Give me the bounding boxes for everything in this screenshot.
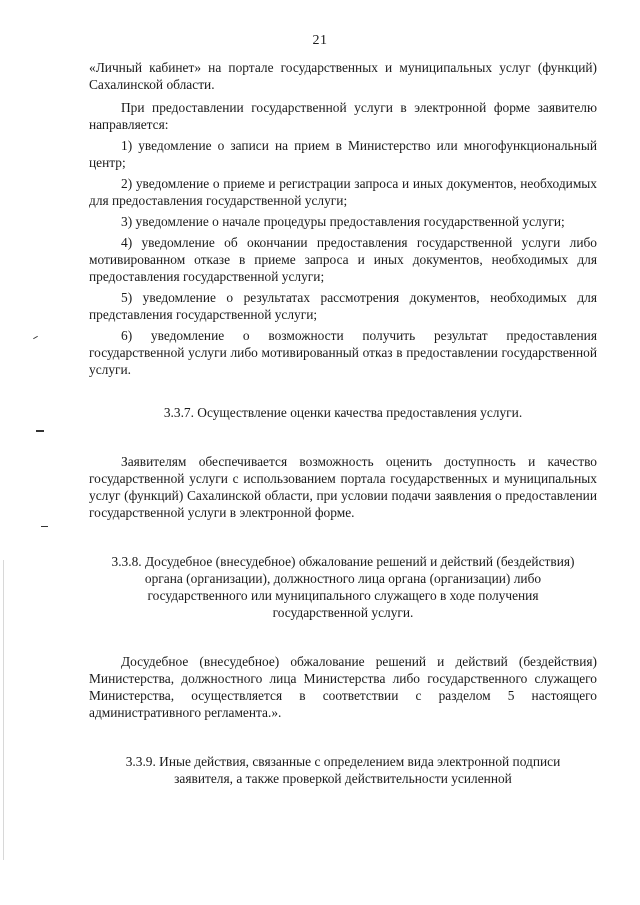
list-item-6: 6) уведомление о возможности получить результат предоставления государственной услуги либо мотивированный отказ в предоставлении государственной услуги. — [89, 328, 597, 377]
paragraph-pretrial-appeal: Досудебное (внесудебное) обжалование решений и действий (бездействия) Министерства, должностного лица Министерства либо государственного служащего Министерства, осуществляется в соответствии с разделом 5 настоящего административного регламента.». — [89, 654, 597, 720]
list-item-2: 2) уведомление о приеме и регистрации запроса и иных документов, необходимых для предоставления государственной услуги; — [89, 176, 597, 208]
list-item-5: 5) уведомление о результатах рассмотрения документов, необходимых для представления государственной услуги; — [89, 290, 597, 322]
paragraph-quality-assessment: Заявителям обеспечивается возможность оценить доступность и качество государственной услуги с использованием портала государственных и муниципальных услуг (функций) Сахалинской области, при условии подачи заявления о предоставлении государственной услуги в электронной форме. — [89, 454, 597, 520]
margin-mark — [41, 526, 48, 527]
scan-edge-line — [3, 560, 4, 860]
list-item-3: 3) уведомление о начале процедуры предоставления государственной услуги; — [121, 214, 565, 229]
document-body — [89, 59, 597, 787]
margin-mark — [33, 336, 38, 339]
section-heading-3-3-9: 3.3.9. Иные действия, связанные с определением вида электронной подписи заявителя, а также проверкой действительности усиленной — [125, 754, 561, 786]
paragraph-electronic-form: При предоставлении государственной услуги в электронной форме заявителю направляется: — [89, 100, 597, 132]
margin-mark — [36, 430, 44, 432]
section-heading-3-3-7: 3.3.7. Осуществление оценки качества предоставления услуги. — [163, 405, 523, 420]
list-item-4: 4) уведомление об окончании предоставления государственной услуги либо мотивированном отказе в приеме запроса и иных документов, необходимых для предоставления государственной услуги; — [89, 235, 597, 284]
section-heading-3-3-8: 3.3.8. Досудебное (внесудебное) обжалование решений и действий (бездействия) органа (организации), должностного лица органа (организации) либо государственного или муниципального служащего в ходе получения государственной услуги. — [111, 554, 575, 620]
page-number: 21 — [312, 33, 328, 48]
list-item-1: 1) уведомление о записи на прием в Министерство или многофункциональный центр; — [89, 138, 597, 170]
paragraph-cabinet: «Личный кабинет» на портале государственных и муниципальных услуг (функций) Сахалинской области. — [89, 60, 597, 92]
